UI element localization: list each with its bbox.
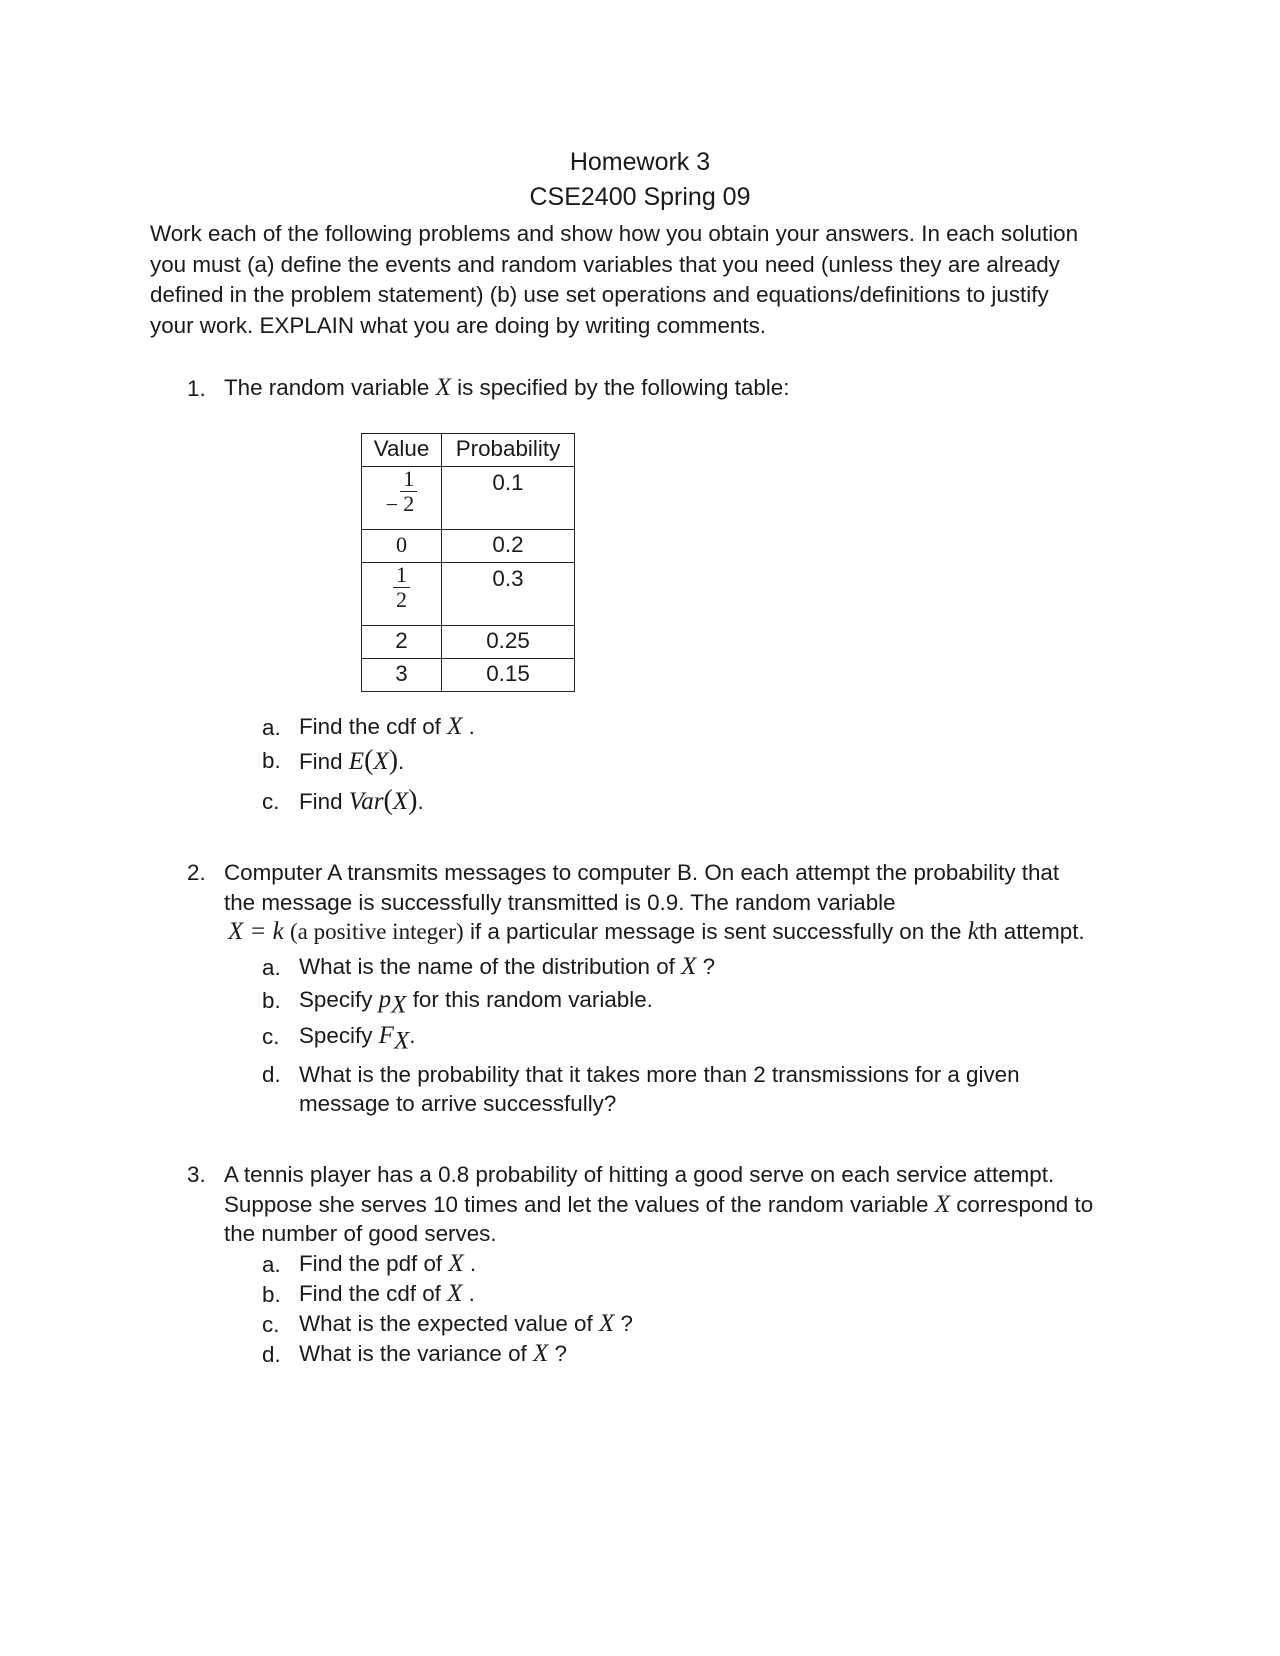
part-label: a.	[262, 715, 281, 740]
instructions-line: Work each of the following problems and show how you obtain your answers. In each solution	[150, 221, 1079, 246]
table-row	[362, 626, 575, 659]
math-var-x: X	[435, 374, 451, 401]
part-label: b.	[262, 748, 281, 773]
question-1a-text: Find the cdf of X .	[299, 713, 475, 740]
question-1c-text: Find Var(X).	[299, 785, 424, 816]
question-3a-text: Find the pdf of X .	[299, 1250, 477, 1277]
part-label: a.	[262, 1252, 281, 1277]
header-value: Value	[362, 434, 442, 467]
table-row	[362, 467, 575, 530]
question-3c-text: What is the expected value of X ?	[299, 1310, 633, 1337]
part-label: d.	[262, 1062, 281, 1087]
question-3-line: A tennis player has a 0.8 probability of hitting a good serve on each service attempt.	[224, 1162, 1055, 1187]
part-label: a.	[262, 955, 281, 980]
question-2c-text: Specify $F_X$.	[299, 1022, 416, 1055]
table-header-row	[362, 434, 575, 467]
question-3-line: the number of good serves.	[224, 1221, 497, 1246]
part-label: c.	[262, 1024, 280, 1049]
probability-cell: 0.3	[442, 563, 575, 626]
value-cell: 3	[362, 659, 442, 692]
question-2-line: X = k (a positive integer) if a particular message is sent successfully on the kth attempt.	[228, 918, 1085, 945]
instructions-line: defined in the problem statement) (b) use set operations and equations/definitions to justify	[150, 282, 1049, 307]
instructions-line: you must (a) define the events and random variables that you need (unless they are already	[150, 251, 1060, 277]
question-3-line: Suppose she serves 10 times and let the values of the random variable X correspond to	[224, 1191, 1094, 1218]
part-label: c.	[262, 789, 280, 814]
question-2-line: the message is successfully transmitted is 0.9. The random variable	[224, 890, 896, 915]
part-label: c.	[262, 1312, 280, 1337]
question-2d-text-cont: message to arrive successfully?	[299, 1091, 617, 1116]
header-probability: Probability	[442, 434, 575, 467]
question-3-number: 3.	[187, 1162, 206, 1187]
question-1b-text: Find E(X).	[299, 745, 405, 776]
value-cell: − $\frac{1}{2}$	[362, 467, 442, 530]
probability-cell: 0.25	[442, 626, 575, 659]
instructions-paragraph	[150, 219, 1078, 341]
question-2a-text: What is the name of the distribution of X ?	[299, 953, 716, 980]
course-subtitle: CSE2400 Spring 09	[529, 183, 751, 211]
part-label: b.	[262, 988, 281, 1013]
part-label: b.	[262, 1282, 281, 1307]
probability-cell: 0.1	[442, 467, 575, 530]
question-2-line: Computer A transmits messages to computer B. On each attempt the probability that	[224, 860, 1060, 885]
table-row	[362, 659, 575, 692]
instructions-line: your work. EXPLAIN what you are doing by writing comments.	[150, 312, 767, 338]
probability-cell: 0.2	[442, 530, 575, 563]
question-3d-text: What is the variance of X ?	[299, 1340, 567, 1367]
question-2d-text: What is the probability that it takes more than 2 transmissions for a given	[299, 1062, 1020, 1087]
document-title: Homework 3	[569, 148, 711, 176]
value-cell: 0	[362, 530, 442, 563]
value-cell: 2	[362, 626, 442, 659]
question-1-text: The random variable X is specified by the following table:	[224, 374, 790, 401]
part-label: d.	[262, 1342, 281, 1367]
fraction: $\frac{1}{2}$	[393, 563, 410, 612]
question-3b-text: Find the cdf of X .	[299, 1280, 475, 1307]
probability-cell: 0.15	[442, 659, 575, 692]
table-row	[362, 530, 575, 563]
fraction: $\frac{1}{2}$	[400, 467, 417, 516]
question-2b-text: Specify $p_X$ for this random variable.	[299, 986, 653, 1019]
question-1-number: 1.	[187, 376, 206, 401]
value-cell	[362, 563, 442, 626]
distribution-table	[361, 433, 575, 692]
question-2-number: 2.	[187, 860, 206, 885]
table-row	[362, 563, 575, 626]
